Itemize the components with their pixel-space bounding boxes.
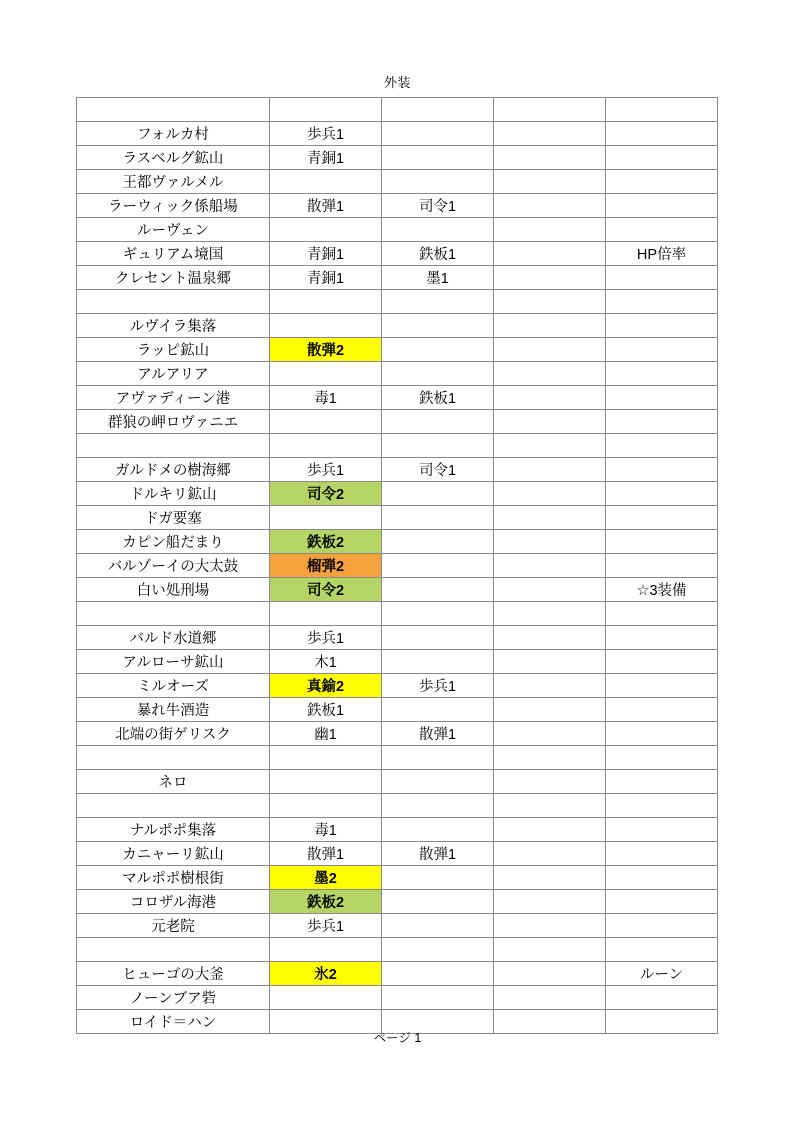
table-row	[77, 698, 718, 722]
table-cell: 散弾2	[270, 338, 382, 362]
table-row	[77, 962, 718, 986]
table-cell	[606, 362, 718, 386]
table-cell: 青銅1	[270, 266, 382, 290]
table-cell	[382, 962, 494, 986]
table-cell	[494, 146, 606, 170]
table-cell	[382, 338, 494, 362]
table-cell	[606, 122, 718, 146]
table-cell: 散弾1	[270, 842, 382, 866]
table-row	[77, 914, 718, 938]
table-cell	[382, 122, 494, 146]
table-cell	[382, 434, 494, 458]
table-cell: 榴弾2	[270, 554, 382, 578]
table-row	[77, 338, 718, 362]
table-cell: 墨1	[382, 266, 494, 290]
table-cell-location: ミルオーズ	[77, 674, 270, 698]
table-cell	[494, 818, 606, 842]
table-cell: HP倍率	[606, 242, 718, 266]
spreadsheet-table-wrapper	[76, 97, 717, 1034]
table-cell	[382, 770, 494, 794]
table-cell	[494, 842, 606, 866]
table-cell-location: ヒューゴの大釜	[77, 962, 270, 986]
table-row	[77, 98, 718, 122]
table-cell-location: 群狼の岬ロヴァニエ	[77, 410, 270, 434]
table-cell: 鉄板2	[270, 890, 382, 914]
table-cell	[382, 482, 494, 506]
table-row	[77, 362, 718, 386]
table-cell-location: ドルキリ鉱山	[77, 482, 270, 506]
table-row	[77, 170, 718, 194]
table-row	[77, 386, 718, 410]
table-cell	[270, 770, 382, 794]
table-cell	[494, 386, 606, 410]
table-cell	[382, 746, 494, 770]
table-cell	[270, 434, 382, 458]
table-cell	[606, 338, 718, 362]
table-row	[77, 626, 718, 650]
table-cell-location: 王都ヴァルメル	[77, 170, 270, 194]
table-cell	[606, 314, 718, 338]
table-cell	[382, 146, 494, 170]
table-cell: 鉄板1	[382, 386, 494, 410]
table-cell-location: ネロ	[77, 770, 270, 794]
table-cell	[494, 626, 606, 650]
table-row	[77, 314, 718, 338]
table-row	[77, 410, 718, 434]
table-cell	[270, 602, 382, 626]
table-cell-location: クレセント温泉郷	[77, 266, 270, 290]
table-row	[77, 818, 718, 842]
table-cell-location: ナルポポ集落	[77, 818, 270, 842]
table-cell-location: カニャーリ鉱山	[77, 842, 270, 866]
table-cell	[494, 218, 606, 242]
table-cell	[494, 266, 606, 290]
table-cell-location	[77, 602, 270, 626]
table-row	[77, 218, 718, 242]
table-cell: 鉄板1	[382, 242, 494, 266]
table-cell	[270, 794, 382, 818]
table-cell	[270, 506, 382, 530]
table-cell-location: ノーンブア砦	[77, 986, 270, 1010]
table-cell	[270, 362, 382, 386]
table-cell	[494, 890, 606, 914]
table-cell	[606, 146, 718, 170]
table-cell	[606, 722, 718, 746]
table-cell: 毒1	[270, 818, 382, 842]
spreadsheet-table	[76, 97, 718, 1034]
table-cell-location	[77, 290, 270, 314]
table-cell	[494, 362, 606, 386]
table-cell: 氷2	[270, 962, 382, 986]
table-cell-location: ルーヴェン	[77, 218, 270, 242]
table-cell: 青銅1	[270, 242, 382, 266]
table-cell	[270, 290, 382, 314]
page-footer: ページ 1	[373, 1031, 422, 1045]
table-cell: 歩兵1	[382, 674, 494, 698]
table-cell: 司令2	[270, 578, 382, 602]
table-row	[77, 434, 718, 458]
table-cell-location: ラスベルグ鉱山	[77, 146, 270, 170]
table-cell-location: 北端の街ゲリスク	[77, 722, 270, 746]
table-cell	[606, 506, 718, 530]
table-cell: 歩兵1	[270, 122, 382, 146]
table-cell	[606, 554, 718, 578]
table-cell-location	[77, 746, 270, 770]
table-row	[77, 146, 718, 170]
table-cell: ルーン	[606, 962, 718, 986]
table-cell: 木1	[270, 650, 382, 674]
table-cell	[606, 986, 718, 1010]
table-cell	[606, 938, 718, 962]
table-cell: 散弾1	[382, 722, 494, 746]
table-cell	[606, 866, 718, 890]
table-cell: 司令2	[270, 482, 382, 506]
table-cell: 散弾1	[382, 842, 494, 866]
table-cell	[382, 986, 494, 1010]
table-cell	[270, 410, 382, 434]
table-row	[77, 866, 718, 890]
table-row	[77, 842, 718, 866]
table-cell	[494, 506, 606, 530]
table-cell	[494, 770, 606, 794]
table-cell-location: マルポポ樹根街	[77, 866, 270, 890]
table-cell	[494, 314, 606, 338]
table-cell-location: ガルドメの樹海郷	[77, 458, 270, 482]
table-cell	[494, 698, 606, 722]
table-cell	[606, 698, 718, 722]
table-cell	[382, 866, 494, 890]
table-row	[77, 746, 718, 770]
table-cell	[606, 746, 718, 770]
table-cell	[606, 170, 718, 194]
table-cell	[382, 170, 494, 194]
table-cell	[382, 602, 494, 626]
table-cell	[606, 890, 718, 914]
table-cell-location	[77, 98, 270, 122]
table-row	[77, 650, 718, 674]
table-cell	[494, 986, 606, 1010]
table-cell	[494, 962, 606, 986]
table-cell-location	[77, 434, 270, 458]
table-row	[77, 122, 718, 146]
table-row	[77, 938, 718, 962]
table-cell	[382, 98, 494, 122]
table-cell	[494, 578, 606, 602]
table-cell	[382, 890, 494, 914]
table-cell	[494, 530, 606, 554]
table-row	[77, 482, 718, 506]
table-cell	[270, 938, 382, 962]
table-row	[77, 890, 718, 914]
table-row	[77, 506, 718, 530]
table-cell	[382, 650, 494, 674]
table-cell	[270, 746, 382, 770]
table-row	[77, 290, 718, 314]
table-cell: 歩兵1	[270, 626, 382, 650]
table-row	[77, 194, 718, 218]
table-cell	[606, 914, 718, 938]
table-cell	[494, 938, 606, 962]
table-row	[77, 578, 718, 602]
table-cell	[494, 482, 606, 506]
table-cell	[606, 458, 718, 482]
table-cell	[606, 482, 718, 506]
table-cell	[606, 842, 718, 866]
table-row	[77, 602, 718, 626]
table-row	[77, 530, 718, 554]
table-cell	[382, 626, 494, 650]
table-cell	[494, 914, 606, 938]
table-cell	[494, 338, 606, 362]
table-row	[77, 266, 718, 290]
table-cell-location: アルアリア	[77, 362, 270, 386]
table-cell-location: カピン船だまり	[77, 530, 270, 554]
table-cell	[606, 218, 718, 242]
table-cell: 墨2	[270, 866, 382, 890]
table-cell	[606, 650, 718, 674]
table-cell	[606, 386, 718, 410]
table-row	[77, 986, 718, 1010]
table-cell	[382, 218, 494, 242]
table-cell	[494, 602, 606, 626]
table-cell	[382, 530, 494, 554]
table-cell	[606, 794, 718, 818]
table-cell	[494, 170, 606, 194]
table-cell	[606, 266, 718, 290]
table-cell	[494, 98, 606, 122]
table-cell	[494, 650, 606, 674]
table-cell: 散弾1	[270, 194, 382, 218]
table-row	[77, 794, 718, 818]
table-row	[77, 458, 718, 482]
table-cell-location: コロザル海港	[77, 890, 270, 914]
table-row	[77, 242, 718, 266]
table-cell: 鉄板2	[270, 530, 382, 554]
table-cell	[382, 410, 494, 434]
table-cell-location: 元老院	[77, 914, 270, 938]
table-cell: 鉄板1	[270, 698, 382, 722]
table-cell	[270, 170, 382, 194]
table-cell: 司令1	[382, 458, 494, 482]
table-cell	[494, 242, 606, 266]
table-row	[77, 770, 718, 794]
table-cell: ☆3装備	[606, 578, 718, 602]
table-cell	[494, 794, 606, 818]
table-cell	[494, 746, 606, 770]
table-cell	[606, 98, 718, 122]
table-cell	[382, 362, 494, 386]
table-cell-location	[77, 794, 270, 818]
table-cell	[494, 866, 606, 890]
table-cell	[494, 434, 606, 458]
table-cell	[606, 290, 718, 314]
table-cell	[382, 938, 494, 962]
table-cell	[494, 122, 606, 146]
table-cell	[382, 506, 494, 530]
table-cell	[494, 674, 606, 698]
table-cell-location: フォルカ村	[77, 122, 270, 146]
table-cell	[494, 410, 606, 434]
table-cell	[270, 218, 382, 242]
table-cell	[270, 98, 382, 122]
table-cell-location: 暴れ牛酒造	[77, 698, 270, 722]
table-cell: 真鍮2	[270, 674, 382, 698]
table-cell	[382, 818, 494, 842]
table-cell	[382, 290, 494, 314]
table-cell-location: ギュリアム境国	[77, 242, 270, 266]
table-cell	[382, 698, 494, 722]
table-cell	[494, 722, 606, 746]
page-title: 外装	[383, 75, 411, 90]
table-cell-location: バルド水道郷	[77, 626, 270, 650]
table-cell	[494, 554, 606, 578]
table-row	[77, 554, 718, 578]
table-cell	[606, 626, 718, 650]
table-cell-location: バルゾーイの大太鼓	[77, 554, 270, 578]
table-cell	[494, 458, 606, 482]
table-cell: 青銅1	[270, 146, 382, 170]
table-cell	[606, 410, 718, 434]
table-cell	[606, 194, 718, 218]
table-cell	[606, 770, 718, 794]
table-cell-location: 白い処刑場	[77, 578, 270, 602]
table-cell	[494, 194, 606, 218]
table-cell: 歩兵1	[270, 914, 382, 938]
table-cell-location: アヴァディーン港	[77, 386, 270, 410]
table-cell-location: アルローサ鉱山	[77, 650, 270, 674]
table-cell-location	[77, 938, 270, 962]
table-cell-location: ラッピ鉱山	[77, 338, 270, 362]
table-cell	[270, 314, 382, 338]
table-cell	[606, 434, 718, 458]
table-cell	[606, 674, 718, 698]
table-cell	[606, 602, 718, 626]
table-cell-location: ロイド＝ハン	[77, 1010, 270, 1034]
table-cell	[382, 554, 494, 578]
table-cell-location: ラーウィック係船場	[77, 194, 270, 218]
table-cell	[382, 578, 494, 602]
table-cell	[382, 914, 494, 938]
table-cell	[606, 818, 718, 842]
table-cell: 司令1	[382, 194, 494, 218]
table-cell-location: ルヴイラ集落	[77, 314, 270, 338]
table-cell	[382, 314, 494, 338]
table-cell: 歩兵1	[270, 458, 382, 482]
table-cell-location: ドガ要塞	[77, 506, 270, 530]
table-cell: 毒1	[270, 386, 382, 410]
table-cell: 幽1	[270, 722, 382, 746]
table-cell	[494, 290, 606, 314]
table-cell	[270, 986, 382, 1010]
table-cell	[606, 530, 718, 554]
table-cell	[382, 794, 494, 818]
table-row	[77, 722, 718, 746]
table-row	[77, 674, 718, 698]
